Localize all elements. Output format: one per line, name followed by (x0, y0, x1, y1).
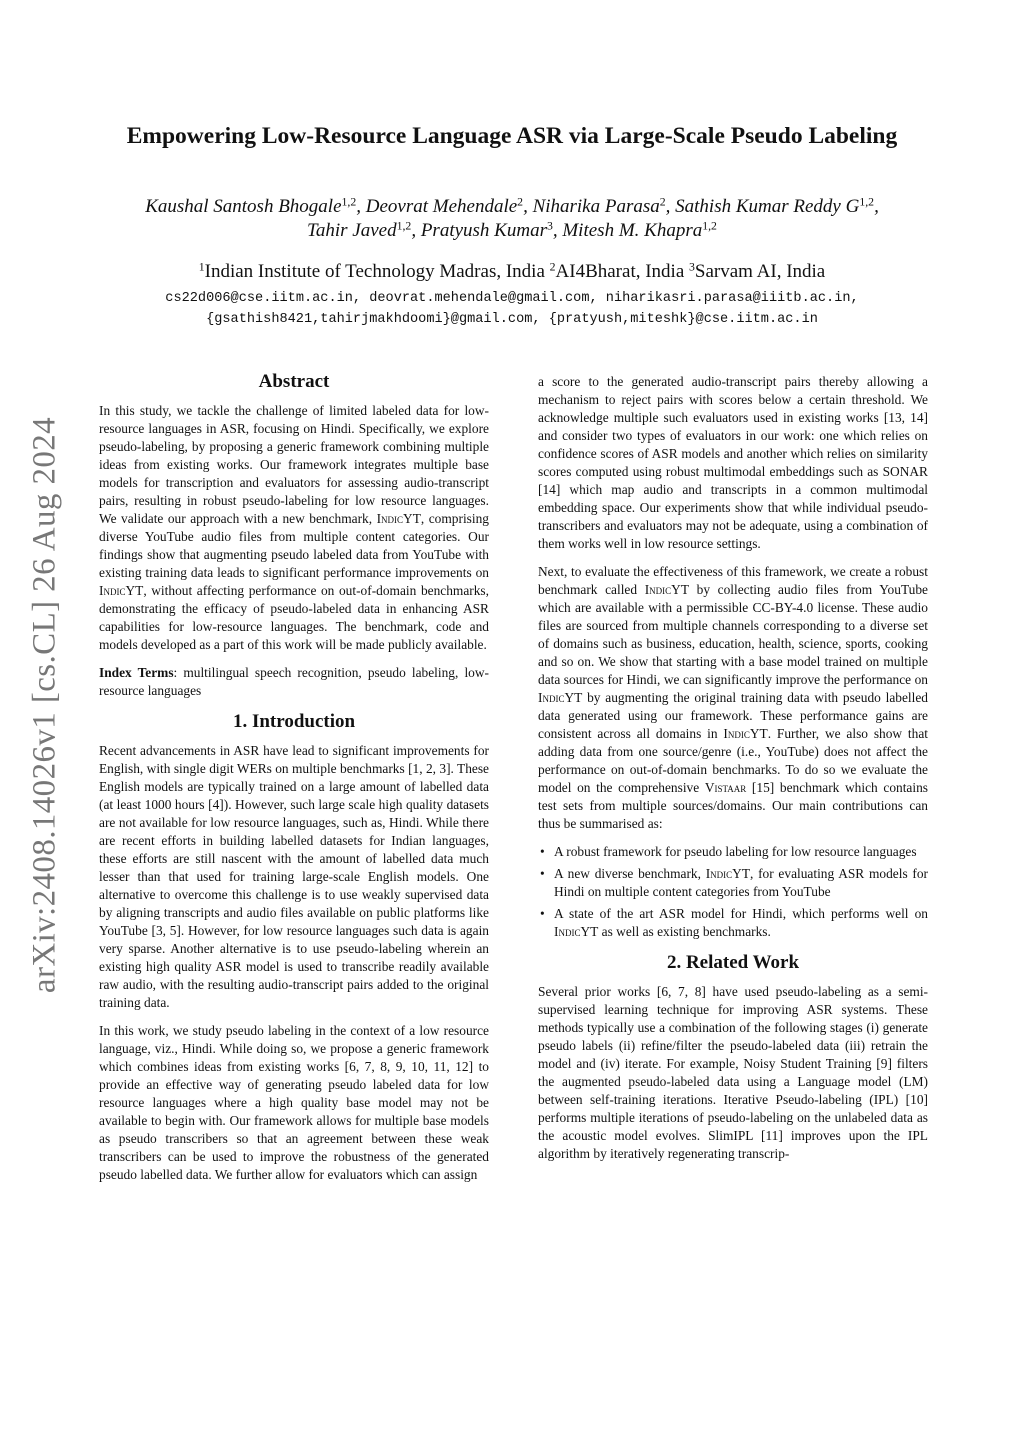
author: Sathish Kumar Reddy G$^{1,2}$ (675, 195, 875, 217)
affiliation: Indian Institute of Technology Madras, India (204, 261, 545, 282)
author: Tahir Javed$^{1,2}$ (307, 219, 412, 241)
intro-paragraph: Recent advancements in ASR have lead to significant improvements for English, with single digit WERs on multiple benchmarks [1, 2, 3]. These English models are typically trained on a large amount of labelled data (at least 1000 hours [4]). However, such large scale high quality datasets are not available for low resource languages, such as, Hindi. While there are recent efforts in building labelled datasets for Indian languages, these efforts are still nascent with the amount of labelled data much lesser than that used for training large-scale English models. One alternative to overcome this challenge is to use weakly supervised data by aligning transcripts and audio files available on public platforms like YouTube [3, 5]. However, for low resource languages such data is again very sparse. Another alternative is to use pseudo-labeling wherein an existing high quality ASR model is used to transcribe readily available raw audio, with the resulting audio-transcript pairs added to the original training data. (99, 743, 489, 1010)
intro-paragraph: In this work, we study pseudo labeling in the context of a low resource language, viz., Hindi. While doing so, we propose a generic framework which combines ideas from existing works [6, 7, 8, 9, 10, 11, 12] to provide an effective way of generating pseudo labeled data for low resource languages where a high quality base model may not be available to begin with. Our framework allows for multiple base models as pseudo transcribers so that an agreement between these weak transcribers can be used to improve the robustness of the generated pseudo labelled data. We further allow for evaluators which can assign (99, 1023, 489, 1182)
author: Mitesh M. Khapra$^{1,2}$ (562, 219, 717, 241)
list-item: • A new diverse benchmark, IndicYT, for evaluating ASR models for Hindi on multiple content categories from YouTube (538, 865, 928, 901)
author: Pratyush Kumar$^3$ (420, 219, 553, 241)
paper-title: Empowering Low-Resource Language ASR via Large-Scale Pseudo Labeling (126, 123, 898, 149)
contributions-list (538, 843, 928, 941)
left-column (99, 370, 489, 1194)
list-item: • A robust framework for pseudo labeling for low resource languages (538, 843, 928, 861)
affiliation: AI4Bharat, India (555, 261, 685, 282)
intro-paragraph: a score to the generated audio-transcript pairs thereby allowing a mechanism to reject pairs with scores below a certain threshold. We acknowledge multiple such evaluators used in existing works [13, 14] and consider two types of evaluators in our work: one which relies on confidence scores of ASR models and another which relies on similarity scores computed using robust multimodal embeddings such as SONAR [14] which map audio and transcripts in a common multimodal embedding space. Our experiments show that while individual pseudo-transcribers and evaluators may not be adequate, using a combination of them works well in low resource settings. (538, 374, 928, 551)
intro-paragraph: Next, to evaluate the effectiveness of this framework, we create a robust benchmark called IndicYT by collecting audio files from YouTube which are available with a permissible CC-BY-4.0 license. These audio files are sourced from multiple channels corresponding to a diverse set of domains such as business, education, health, science, sports, cooking and so on. We show that starting with a base model trained on multiple data sources for Hindi, we can significantly improve the performance on IndicYT by augmenting the original training data with pseudo labelled data generated using our framework. These performance gains are consistent across all domains in IndicYT. Further, we also show that adding data from one source/genre (i.e., YouTube) does not affect the performance on out-of-domain benchmarks. To do so we evaluate the model on the comprehensive Vistaar [15] benchmark which contains test sets from multiple sources/domains. Our main contributions can thus be summarised as: (538, 564, 929, 831)
arxiv-identifier: arXiv:2408.14026v1 [cs.CL] 26 Aug 2024 (26, 416, 63, 994)
introduction-heading: 1. Introduction (232, 711, 356, 732)
affiliation: Sarvam AI, India (694, 261, 826, 282)
author: Niharika Parasa$^2$ (532, 195, 666, 217)
abstract-heading: Abstract (258, 371, 330, 392)
list-item: • A state of the art ASR model for Hindi, which performs well on IndicYT as well as existing benchmarks. (538, 905, 928, 941)
related-work-heading: 2. Related Work (666, 952, 800, 973)
author-list: Kaushal Santosh Bhogale$^{1,2}$, Deovrat Mehendale$^2$, Niharika Parasa$^2$, Sathish Kumar Reddy G$^{1,2}$, Tahir Javed$^{1,2}$, Pratyush Kumar$^3$, Mitesh M. Khapra$^{1,2}$ (145, 195, 879, 241)
index-terms: Index Terms: multilingual speech recognition, pseudo labeling, low-resource languages (99, 665, 489, 698)
related-work-paragraph: Several prior works [6, 7, 8] have used pseudo-labeling as a semi-supervised learning technique for improving ASR systems. These methods typically use a combination of the following stages (i) generate pseudo labels (ii) refine/filter the pseudo-labeled data (iii) retrain the model and (iv) iterate. For example, Noisy Student Training [9] filters the augmented pseudo-labeled data using a Language model (LM) between self-training iterations. Iterative Pseudo-labeling (IPL) [10] performs multiple iterations of pseudo-labeling on the unlabeled data as the acoustic model evolves. SlimIPL [11] improves upon the IPL algorithm by iteratively regenerating transcrip- (538, 984, 928, 1161)
affiliations: $^1$Indian Institute of Technology Madras, India $^2$AI4Bharat, India $^3$Sarvam AI, India (198, 260, 826, 282)
right-column (538, 373, 928, 1173)
author: Kaushal Santosh Bhogale$^{1,2}$ (145, 195, 357, 217)
author: Deovrat Mehendale$^2$ (365, 195, 524, 217)
author-emails (40, 288, 984, 330)
email-line: {gsathish8421,tahirjmakhdoomi}@gmail.com, {pratyush,miteshk}@cse.iitm.ac.in (206, 312, 818, 327)
email-line: cs22d006@cse.iitm.ac.in, deovrat.mehendale@gmail.com, niharikasri.parasa@iiitb.ac.in, (165, 291, 859, 306)
abstract-text: In this study, we tackle the challenge of limited labeled data for low-resource languages in ASR, focusing on Hindi. Specifically, we explore pseudo-labeling, by proposing a generic framework combining multiple ideas from existing works. Our framework integrates multiple base models for transcription and evaluators for assessing audio-transcript pairs, resulting in robust pseudo-labeling for low resource languages. We validate our approach with a new benchmark, IndicYT, comprising diverse YouTube audio files from multiple content categories. Our findings show that augmenting pseudo labeled data from YouTube with existing training data leads to significant performance improvements on IndicYT, without affecting performance on out-of-domain benchmarks, demonstrating the efficacy of pseudo-labeled data in enhancing ASR capabilities for low-resource languages. The benchmark, code and models developed as a part of this work will be made publicly available. (99, 403, 489, 652)
